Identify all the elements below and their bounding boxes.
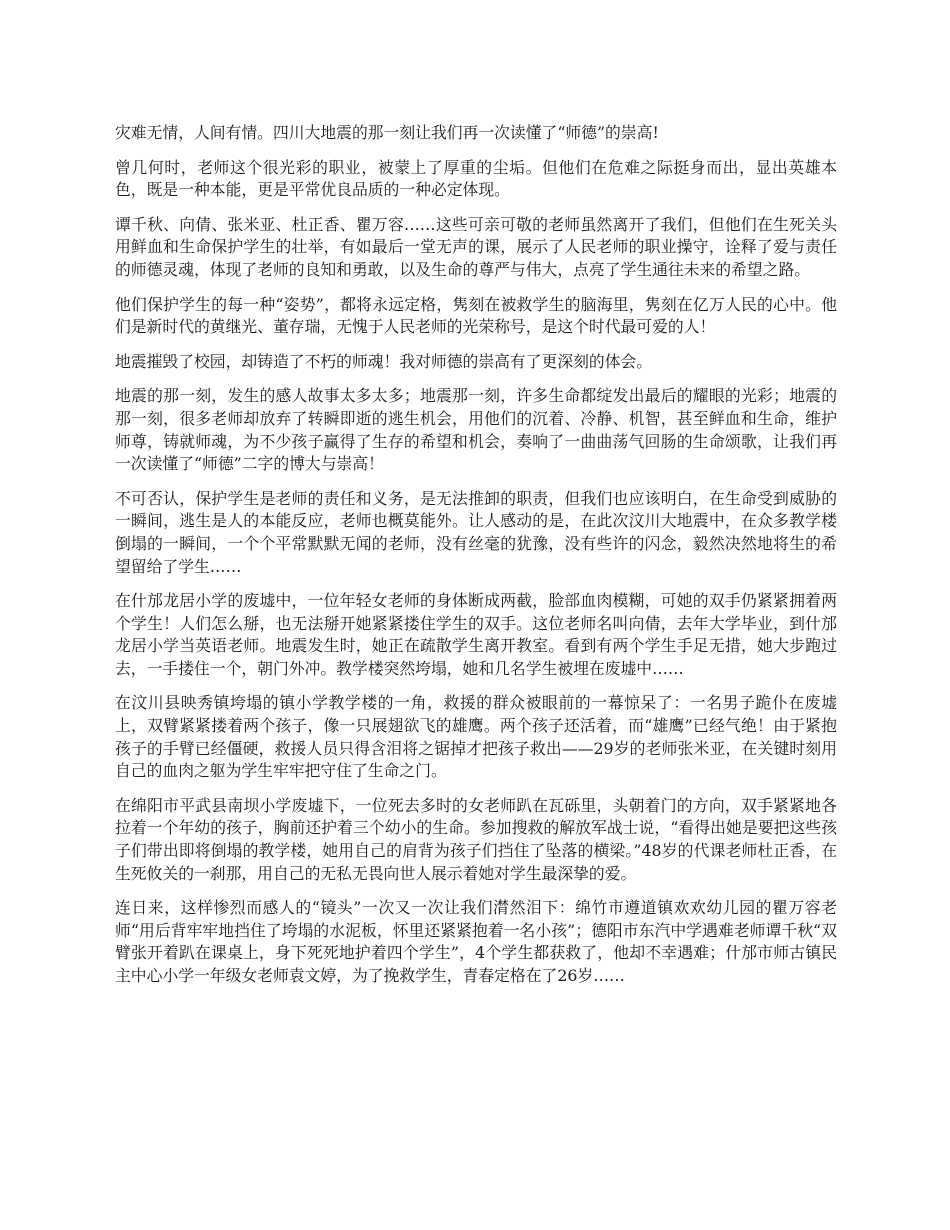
paragraph-8: 在什邡龙居小学的废墟中，一位年轻女老师的身体断成两截，脸部血肉模糊，可她的双手仍紧紧拥着两个学生！人们怎么掰，也无法掰开她紧紧搂住学生的双手。这位老师名叫向倩，去年大学毕业，到什邡龙居小学当英语老师。地震发生时，她正在疏散学生离开教室。看到有两个学生手足无措，她大步跑过去，一手搂住一个，朝门外冲。教学楼突然垮塌，她和几名学生被埋在废墟中…… — [115, 591, 837, 678]
paragraph-4: 他们保护学生的每一种“姿势”，都将永远定格，隽刻在被救学生的脑海里，隽刻在亿万人民的心中。他们是新时代的黄继光、董存瑞，无愧于人民老师的光荣称号，是这个时代最可爱的人！ — [115, 294, 837, 337]
paragraph-6: 地震的那一刻，发生的感人故事太多太多；地震那一刻，许多生命都绽发出最后的耀眼的光彩；地震的那一刻，很多老师却放弃了转瞬即逝的逃生机会，用他们的沉着、冷静、机智，甚至鲜血和生命，维护师尊，铸就师魂，为不少孩子赢得了生存的希望和机会，奏响了一曲曲荡气回肠的生命颂歌，让我们再一次读懂了“师德”二字的博大与崇高！ — [115, 386, 837, 474]
paragraph-1: 灾难无情，人间有情。四川大地震的那一刻让我们再一次读懂了“师德”的崇高! — [115, 123, 659, 142]
paragraph-9: 在汶川县映秀镇垮塌的镇小学教学楼的一角，救援的群众被眼前的一幕惊呆了：一名男子跪仆在废墟上，双臂紧紧搂着两个孩子，像一只展翅欲飞的雄鹰。两个孩子还活着，而“雄鹰”已经气绝！由于紧抱孩子的手臂已经僵硬，救援人员只得含泪将之锯掉才把孩子救出——29岁的老师张米亚，在关键时刻用自己的血肉之躯为学生牢牢把守住了生命之门。 — [115, 693, 837, 781]
paragraph-5: 地震摧毁了校园，却铸造了不朽的师魂！我对师德的崇高有了更深刻的体会。 — [115, 351, 653, 371]
paragraph-7: 不可否认，保护学生是老师的责任和义务，是无法推卸的职责，但我们也应该明白，在生命受到威胁的一瞬间，逃生是人的本能反应，老师也概莫能外。让人感动的是，在此次汶川大地震中，在众多教学楼倒塌的一瞬间，一个个平常默默无闻的老师，没有丝毫的犹豫，没有些许的闪念，毅然决然地将生的希望留给了学生…… — [115, 488, 837, 576]
paragraph-2: 曾几何时，老师这个很光彩的职业，被蒙上了厚重的尘垢。但他们在危难之际挺身而出，显出英雄本色，既是一种本能，更是平常优良品质的一种必定体现。 — [115, 157, 837, 200]
paragraph-11: 连日来，这样惨烈而感人的“镜头”一次又一次让我们潸然泪下：绵竹市遵道镇欢欢幼儿园的瞿万容老师“用后背牢牢地挡住了垮塌的水泥板，怀里还紧紧抱着一名小孩”；德阳市东汽中学遇难老师谭千秋“双臂张开着趴在课桌上，身下死死地护着四个学生”，4个学生都获救了，他却不幸遇难；什邡市师古镇民主中心小学一年级女老师袁文婷，为了挽救学生，青春定格在了26岁…… — [115, 898, 837, 985]
paragraph-10: 在绵阳市平武县南坝小学废墟下，一位死去多时的女老师趴在瓦砾里，头朝着门的方向，双手紧紧地各拉着一个年幼的孩子，胸前还护着三个幼小的生命。参加搜救的解放军战士说，“看得出她是要把这些孩子们带出即将倒塌的教学楼，她用自己的肩背为孩子们挡住了坠落的横梁。”48岁的代课老师杜正香，在生死攸关的一刹那，用自己的无私无畏向世人展示着她对学生最深挚的爱。 — [115, 795, 837, 883]
document-body — [115, 122, 837, 1000]
paragraph-3: 谭千秋、向倩、张米亚、杜正香、瞿万容……这些可亲可敬的老师虽然离开了我们，但他们在生死关头用鲜血和生命保护学生的壮举，有如最后一堂无声的课，展示了人民老师的职业操守，诠释了爱与责任的师德灵魂，体现了老师的良知和勇敢，以及生命的尊严与伟大，点亮了学生通往未来的希望之路。 — [115, 214, 837, 279]
